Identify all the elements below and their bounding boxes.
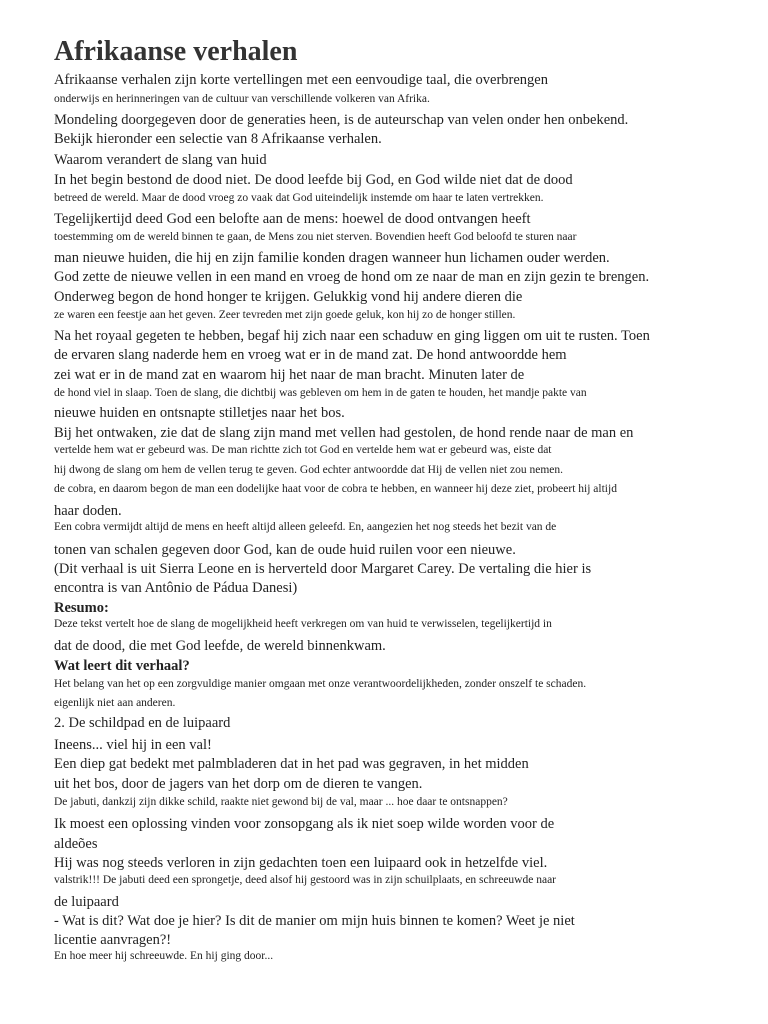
text-line: Bekijk hieronder een selectie van 8 Afrikaanse verhalen. [54, 131, 382, 147]
text-line: Hij was nog steeds verloren in zijn gedachten toen een luipaard ook in hetzelfde viel. [54, 855, 548, 871]
text-line: dat de dood, die met God leefde, de wereld binnenkwam. [54, 638, 386, 654]
text-line: God zette de nieuwe vellen in een mand en vroeg de hond om ze naar de man en zijn gezin te brengen. [54, 269, 650, 285]
text-line: de luipaard [54, 894, 119, 910]
text-line: In het begin bestond de dood niet. De dood leefde bij God, en God wilde niet dat de dood [54, 172, 573, 188]
text-line: man nieuwe huiden, die hij en zijn familie konden dragen wanneer hun lichamen ouder werden. [54, 250, 610, 266]
text-line: Mondeling doorgegeven door de generaties heen, is de auteurschap van velen onder hen onbekend. [54, 112, 629, 128]
text-line: hij dwong de slang om hem de vellen terug te geven. God echter antwoordde dat Hij de vellen niet zou nemen. [54, 464, 564, 476]
text-line: Ik moest een oplossing vinden voor zonsopgang als ik niet soep wilde worden voor de [54, 816, 555, 832]
text-line: (Dit verhaal is uit Sierra Leone en is herverteld door Margaret Carey. De vertaling die hier is [54, 561, 592, 577]
text-line: Het belang van het op een zorgvuldige manier omgaan met onze verantwoordelijkheden, zonder onszelf te schaden. [54, 678, 587, 690]
text-line: Een diep gat bedekt met palmbladeren dat in het pad was gegraven, in het midden [54, 756, 529, 772]
text-line: Onderweg begon de hond honger te krijgen. Gelukkig vond hij andere dieren die [54, 289, 523, 305]
text-line: valstrik!!! De jabuti deed een sprongetje, deed alsof hij gestoord was in zijn schuilplaats, en schreeuwde naar [54, 874, 556, 886]
section-heading: Wat leert dit verhaal? [54, 658, 190, 674]
text-line: Tegelijkertijd deed God een belofte aan de mens: hoewel de dood ontvangen heeft [54, 211, 531, 227]
text-line: onderwijs en herinneringen van de cultuur van verschillende volkeren van Afrika. [54, 93, 430, 105]
text-line: uit het bos, door de jagers van het dorp om de dieren te vangen. [54, 776, 423, 792]
text-line: 2. De schildpad en de luipaard [54, 715, 231, 731]
text-line: tonen van schalen gegeven door God, kan de oude huid ruilen voor een nieuwe. [54, 542, 516, 558]
text-line: encontra is van Antônio de Pádua Danesi) [54, 580, 298, 596]
text-line: nieuwe huiden en ontsnapte stilletjes naar het bos. [54, 405, 345, 421]
text-line: toestemming om de wereld binnen te gaan, de Mens zou niet sterven. Bovendien heeft God beloofd te sturen naar [54, 231, 577, 243]
text-line: haar doden. [54, 503, 122, 519]
text-line: aldeões [54, 836, 98, 852]
text-line: ze waren een feestje aan het geven. Zeer tevreden met zijn goede geluk, kon hij zo de honger stillen. [54, 309, 516, 321]
text-line: de hond viel in slaap. Toen de slang, die dichtbij was gebleven om hem in de gaten te houden, het mandje pakte van [54, 387, 587, 399]
text-line: vertelde hem wat er gebeurd was. De man richtte zich tot God en vertelde hem wat er gebeurd was, eiste dat [54, 444, 552, 456]
text-line: de cobra, en daarom begon de man een dodelijke haat voor de cobra te hebben, en wanneer hij deze ziet, probeert hij altijd [54, 483, 617, 495]
text-line: Deze tekst vertelt hoe de slang de mogelijkheid heeft verkregen om van huid te verwisselen, tegelijkertijd in [54, 618, 552, 630]
section-heading: Resumo: [54, 600, 109, 616]
page-title: Afrikaanse verhalen [54, 36, 298, 67]
text-line: de ervaren slang naderde hem en vroeg wat er in de mand zat. De hond antwoordde hem [54, 347, 567, 363]
text-line: Bij het ontwaken, zie dat de slang zijn mand met vellen had gestolen, de hond rende naar de man en [54, 425, 634, 441]
text-line: Afrikaanse verhalen zijn korte vertellingen met een eenvoudige taal, die overbrengen [54, 72, 548, 88]
text-line: En hoe meer hij schreeuwde. En hij ging door... [54, 950, 274, 962]
text-line: licentie aanvragen?! [54, 932, 172, 948]
text-line: zei wat er in de mand zat en waarom hij het naar de man bracht. Minuten later de [54, 367, 525, 383]
text-line: Een cobra vermijdt altijd de mens en heeft altijd alleen geleefd. En, aangezien het nog steeds het bezit van de [54, 521, 557, 533]
text-line: - Wat is dit? Wat doe je hier? Is dit de manier om mijn huis binnen te komen? Weet je niet [54, 913, 575, 929]
text-line: eigenlijk niet aan anderen. [54, 697, 176, 709]
text-line: Waarom verandert de slang van huid [54, 152, 267, 168]
text-line: Ineens... viel hij in een val! [54, 737, 212, 753]
text-line: betreed de wereld. Maar de dood vroeg zo vaak dat God uiteindelijk instemde om haar te laten vertrekken. [54, 192, 544, 204]
text-line: De jabuti, dankzij zijn dikke schild, raakte niet gewond bij de val, maar ... hoe daar te ontsnappen? [54, 796, 508, 808]
text-line: Na het royaal gegeten te hebben, begaf hij zich naar een schaduw en ging liggen om uit te rusten. Toen [54, 328, 650, 344]
